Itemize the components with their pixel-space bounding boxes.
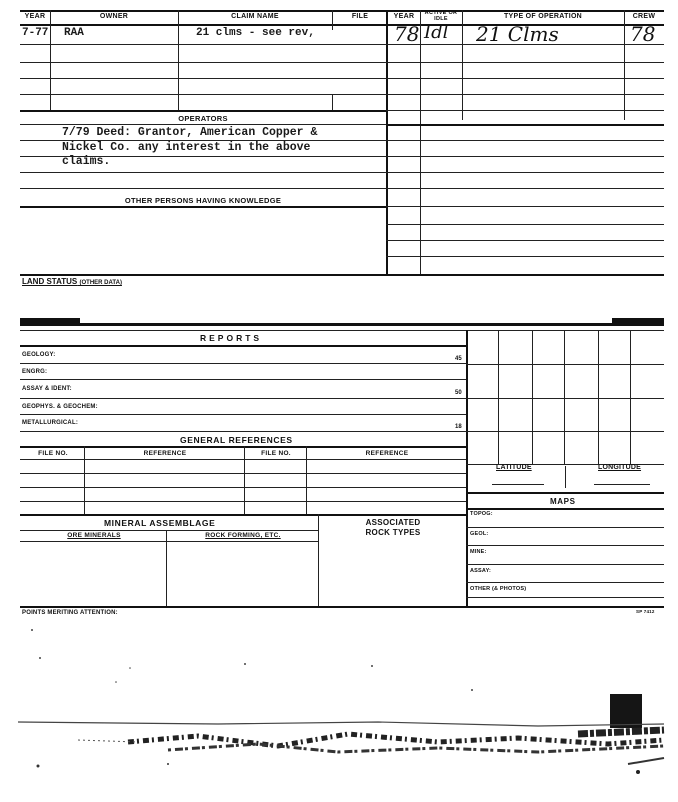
row-line bbox=[386, 140, 664, 141]
grid-line bbox=[630, 330, 631, 464]
other-persons-title: OTHER PERSONS HAVING KNOWLEDGE bbox=[124, 196, 282, 205]
report-num-geology: 45 bbox=[455, 356, 462, 362]
scan-dots bbox=[20, 620, 660, 710]
scan-mark bbox=[612, 318, 664, 323]
col-line bbox=[420, 10, 421, 274]
header-divider bbox=[20, 24, 664, 26]
reports-title: REPORTS bbox=[200, 333, 263, 343]
maps-geol: GEOL: bbox=[470, 531, 489, 537]
gen-ref-reference-1: REFERENCE bbox=[143, 450, 187, 457]
mineral-title: MINERAL ASSEMBLAGE bbox=[104, 518, 216, 528]
maps-mine: MINE: bbox=[470, 549, 487, 555]
grid-line bbox=[498, 330, 499, 464]
report-label-geology: GEOLOGY: bbox=[22, 352, 56, 358]
operators-line-3: claims. bbox=[62, 155, 111, 168]
row-line bbox=[386, 94, 664, 95]
gen-ref-file-no-1: FILE NO. bbox=[38, 450, 68, 457]
row-line bbox=[386, 62, 664, 63]
report-label-metallurgical: METALLURGICAL: bbox=[22, 420, 79, 426]
entry-claim-name: 21 clms - see rev, bbox=[196, 27, 315, 39]
report-label-assay: ASSAY & IDENT: bbox=[22, 386, 72, 392]
middle-bottom-border bbox=[20, 606, 664, 608]
row-line bbox=[20, 446, 466, 448]
header-claim-name: CLAIM NAME bbox=[231, 13, 279, 20]
row-line bbox=[466, 582, 664, 583]
maps-other: OTHER (& PHOTOS) bbox=[470, 586, 527, 592]
header-year-right: YEAR bbox=[393, 13, 415, 20]
row-line bbox=[386, 124, 664, 126]
longitude-label: LONGITUDE bbox=[598, 464, 642, 471]
col-line bbox=[332, 10, 333, 30]
report-num-assay: 50 bbox=[455, 390, 462, 396]
middle-top-border bbox=[20, 323, 664, 326]
entry-active-idle: Idl bbox=[424, 22, 449, 43]
associated-label: ASSOCIATED bbox=[365, 518, 421, 527]
longitude-line bbox=[594, 484, 650, 485]
col-line bbox=[332, 94, 333, 110]
entry-type-of-operation: 21 Clms bbox=[476, 22, 559, 46]
row-line bbox=[386, 172, 664, 173]
operators-title: OPERATORS bbox=[178, 114, 228, 123]
operators-line-1: 7/79 Deed: Grantor, American Copper & bbox=[62, 126, 318, 139]
row-line bbox=[20, 78, 386, 79]
row-line bbox=[20, 110, 386, 112]
header-owner: OWNER bbox=[99, 13, 129, 20]
land-status-heading bbox=[22, 277, 122, 286]
row-line bbox=[20, 379, 466, 380]
grid-line bbox=[598, 330, 599, 464]
row-line bbox=[20, 172, 386, 173]
row-line bbox=[466, 564, 664, 565]
row-line bbox=[386, 206, 664, 207]
row-line bbox=[20, 514, 466, 516]
report-label-geophys: GEOPHYS. & GEOCHEM: bbox=[22, 404, 98, 410]
row-line bbox=[20, 398, 466, 399]
row-line bbox=[20, 206, 386, 208]
row-line bbox=[386, 256, 664, 257]
grid-line bbox=[466, 431, 664, 432]
ore-minerals-label: ORE MINERALS bbox=[67, 532, 121, 539]
header-active-idle: ACTIVE OR IDLE bbox=[424, 10, 458, 22]
entry-crew: 78 bbox=[630, 22, 656, 46]
row-line bbox=[386, 44, 664, 45]
rock-forming-label: ROCK FORMING, ETC. bbox=[205, 532, 281, 539]
maps-title: MAPS bbox=[550, 497, 576, 506]
form-code: SP 7412 bbox=[636, 609, 655, 614]
row-line bbox=[20, 363, 466, 364]
col-line bbox=[244, 446, 245, 514]
row-line bbox=[466, 527, 664, 528]
top-border bbox=[20, 10, 664, 12]
row-line bbox=[20, 414, 466, 415]
operators-line-2: Nickel Co. any interest in the above bbox=[62, 141, 311, 154]
grid-line bbox=[565, 466, 566, 488]
row-line bbox=[20, 431, 466, 432]
row-line bbox=[466, 545, 664, 546]
scan-mark bbox=[20, 318, 80, 323]
row-line bbox=[20, 473, 466, 474]
gen-ref-reference-2: REFERENCE bbox=[365, 450, 409, 457]
report-num-metallurgical: 18 bbox=[455, 424, 462, 430]
header-type-of-operation: TYPE OF OPERATION bbox=[503, 13, 583, 20]
points-title: POINTS MERITING ATTENTION: bbox=[22, 610, 118, 616]
col-line bbox=[462, 10, 463, 120]
gen-ref-file-no-2: FILE NO. bbox=[261, 450, 291, 457]
row-line bbox=[20, 487, 466, 488]
row-line bbox=[20, 188, 386, 189]
header-crew: CREW bbox=[632, 13, 656, 20]
col-line bbox=[84, 446, 85, 514]
entry-year: 7-77 bbox=[22, 27, 49, 39]
header-file: FILE bbox=[351, 13, 369, 20]
row-line bbox=[20, 530, 318, 531]
col-line bbox=[318, 514, 319, 606]
top-table-bottom bbox=[20, 274, 664, 276]
row-line bbox=[386, 224, 664, 225]
land-status-title: LAND STATUS bbox=[22, 277, 78, 286]
row-line bbox=[20, 541, 318, 542]
row-line bbox=[386, 188, 664, 189]
grid-line bbox=[466, 364, 664, 365]
row-line bbox=[466, 597, 664, 598]
row-line bbox=[386, 156, 664, 157]
row-line bbox=[466, 508, 664, 510]
entry-year-right: 78 bbox=[394, 22, 420, 46]
report-label-engrg: ENGRG: bbox=[22, 369, 48, 375]
row-line bbox=[20, 62, 386, 63]
row-line bbox=[20, 459, 466, 460]
header-year: YEAR bbox=[24, 13, 46, 20]
scan-noise bbox=[18, 712, 666, 782]
maps-assay: ASSAY: bbox=[470, 568, 492, 574]
general-references-title: GENERAL REFERENCES bbox=[180, 435, 293, 445]
col-line bbox=[624, 10, 625, 120]
grid-line bbox=[466, 398, 664, 399]
maps-topog: TOPOG: bbox=[470, 511, 493, 517]
row-line bbox=[20, 345, 466, 347]
row-line bbox=[20, 44, 386, 45]
row-line bbox=[386, 110, 664, 111]
grid-line bbox=[532, 330, 533, 464]
col-line bbox=[306, 446, 307, 514]
row-line bbox=[386, 240, 664, 241]
latitude-label: LATITUDE bbox=[496, 464, 532, 471]
row-line bbox=[20, 330, 664, 331]
row-line bbox=[20, 501, 466, 502]
latitude-line bbox=[492, 484, 544, 485]
row-line bbox=[466, 492, 664, 494]
col-line bbox=[50, 10, 51, 110]
col-line bbox=[178, 10, 179, 110]
grid-line bbox=[564, 330, 565, 464]
entry-owner: RAA bbox=[64, 27, 84, 39]
col-line bbox=[166, 530, 167, 606]
rock-types-label: ROCK TYPES bbox=[365, 528, 421, 537]
row-line bbox=[20, 124, 386, 125]
row-line bbox=[386, 78, 664, 79]
land-status-subtitle: (OTHER DATA) bbox=[79, 280, 122, 286]
right-block-border bbox=[386, 10, 388, 274]
